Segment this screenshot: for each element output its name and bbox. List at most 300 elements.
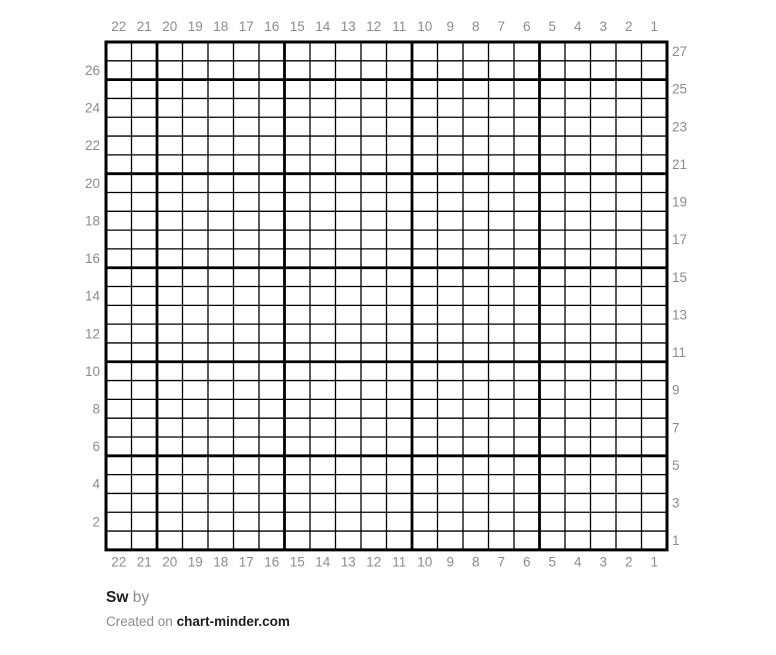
grid-cell[interactable] bbox=[591, 211, 617, 230]
grid-cell[interactable] bbox=[259, 493, 285, 512]
grid-cell[interactable] bbox=[234, 399, 260, 418]
grid-cell[interactable] bbox=[565, 192, 591, 211]
grid-cell[interactable] bbox=[489, 456, 515, 475]
grid-cell[interactable] bbox=[157, 230, 183, 249]
grid-cell[interactable] bbox=[463, 42, 489, 61]
grid-cell[interactable] bbox=[259, 268, 285, 287]
grid-cell[interactable] bbox=[463, 98, 489, 117]
grid-cell[interactable] bbox=[616, 531, 642, 550]
grid-cell[interactable] bbox=[642, 192, 668, 211]
grid-cell[interactable] bbox=[259, 287, 285, 306]
grid-cell[interactable] bbox=[387, 531, 413, 550]
grid-cell[interactable] bbox=[234, 343, 260, 362]
grid-cell[interactable] bbox=[438, 287, 464, 306]
grid-cell[interactable] bbox=[412, 512, 438, 531]
grid-cell[interactable] bbox=[489, 174, 515, 193]
grid-cell[interactable] bbox=[642, 155, 668, 174]
grid-cell[interactable] bbox=[310, 531, 336, 550]
grid-cell[interactable] bbox=[591, 136, 617, 155]
grid-cell[interactable] bbox=[463, 362, 489, 381]
grid-cell[interactable] bbox=[208, 249, 234, 268]
grid-cell[interactable] bbox=[234, 98, 260, 117]
grid-cell[interactable] bbox=[336, 493, 362, 512]
grid-cell[interactable] bbox=[157, 456, 183, 475]
grid-cell[interactable] bbox=[106, 437, 132, 456]
grid-cell[interactable] bbox=[412, 343, 438, 362]
grid-cell[interactable] bbox=[591, 268, 617, 287]
grid-cell[interactable] bbox=[438, 456, 464, 475]
grid-cell[interactable] bbox=[565, 230, 591, 249]
grid-cell[interactable] bbox=[438, 343, 464, 362]
grid-cell[interactable] bbox=[183, 192, 209, 211]
grid-cell[interactable] bbox=[132, 399, 158, 418]
grid-cell[interactable] bbox=[540, 343, 566, 362]
grid-cell[interactable] bbox=[489, 117, 515, 136]
grid-cell[interactable] bbox=[591, 98, 617, 117]
grid-cell[interactable] bbox=[157, 174, 183, 193]
grid-cell[interactable] bbox=[514, 493, 540, 512]
grid-cell[interactable] bbox=[310, 437, 336, 456]
grid-cell[interactable] bbox=[336, 117, 362, 136]
grid-cell[interactable] bbox=[642, 362, 668, 381]
grid-cell[interactable] bbox=[616, 287, 642, 306]
grid-cell[interactable] bbox=[616, 136, 642, 155]
grid-cell[interactable] bbox=[412, 136, 438, 155]
grid-cell[interactable] bbox=[591, 61, 617, 80]
grid-cell[interactable] bbox=[132, 61, 158, 80]
grid-cell[interactable] bbox=[540, 211, 566, 230]
grid-cell[interactable] bbox=[106, 117, 132, 136]
grid-cell[interactable] bbox=[565, 98, 591, 117]
grid-cell[interactable] bbox=[642, 80, 668, 99]
grid-cell[interactable] bbox=[336, 475, 362, 494]
grid-cell[interactable] bbox=[361, 381, 387, 400]
grid-cell[interactable] bbox=[616, 230, 642, 249]
grid-cell[interactable] bbox=[336, 80, 362, 99]
grid-cell[interactable] bbox=[514, 155, 540, 174]
grid-cell[interactable] bbox=[387, 381, 413, 400]
grid-cell[interactable] bbox=[361, 155, 387, 174]
grid-cell[interactable] bbox=[285, 80, 311, 99]
grid-cell[interactable] bbox=[642, 381, 668, 400]
grid-cell[interactable] bbox=[540, 399, 566, 418]
grid-cell[interactable] bbox=[208, 268, 234, 287]
grid-cell[interactable] bbox=[208, 475, 234, 494]
grid-cell[interactable] bbox=[642, 399, 668, 418]
grid-cell[interactable] bbox=[489, 343, 515, 362]
grid-cell[interactable] bbox=[514, 98, 540, 117]
grid-cell[interactable] bbox=[132, 192, 158, 211]
grid-cell[interactable] bbox=[514, 117, 540, 136]
grid-cell[interactable] bbox=[285, 136, 311, 155]
grid-cell[interactable] bbox=[234, 192, 260, 211]
grid-cell[interactable] bbox=[540, 324, 566, 343]
grid-cell[interactable] bbox=[438, 493, 464, 512]
grid-cell[interactable] bbox=[361, 305, 387, 324]
grid-cell[interactable] bbox=[336, 287, 362, 306]
grid-cell[interactable] bbox=[234, 512, 260, 531]
grid-cell[interactable] bbox=[285, 268, 311, 287]
grid-cell[interactable] bbox=[208, 437, 234, 456]
grid-cell[interactable] bbox=[540, 531, 566, 550]
grid-cell[interactable] bbox=[565, 61, 591, 80]
grid-cell[interactable] bbox=[157, 343, 183, 362]
grid-cell[interactable] bbox=[591, 343, 617, 362]
grid-cell[interactable] bbox=[234, 155, 260, 174]
grid-cell[interactable] bbox=[234, 362, 260, 381]
grid-cell[interactable] bbox=[387, 343, 413, 362]
grid-cell[interactable] bbox=[463, 305, 489, 324]
grid-cell[interactable] bbox=[285, 531, 311, 550]
grid-cell[interactable] bbox=[132, 98, 158, 117]
grid-cell[interactable] bbox=[412, 174, 438, 193]
grid-cell[interactable] bbox=[514, 211, 540, 230]
grid-cell[interactable] bbox=[106, 174, 132, 193]
grid-cell[interactable] bbox=[208, 230, 234, 249]
grid-cell[interactable] bbox=[208, 287, 234, 306]
grid-cell[interactable] bbox=[132, 475, 158, 494]
grid-cell[interactable] bbox=[361, 61, 387, 80]
grid-cell[interactable] bbox=[565, 475, 591, 494]
grid-cell[interactable] bbox=[157, 192, 183, 211]
grid-cell[interactable] bbox=[285, 192, 311, 211]
grid-cell[interactable] bbox=[285, 381, 311, 400]
grid-cell[interactable] bbox=[387, 287, 413, 306]
grid-cell[interactable] bbox=[412, 80, 438, 99]
grid-cell[interactable] bbox=[514, 249, 540, 268]
grid-cell[interactable] bbox=[132, 381, 158, 400]
grid-cell[interactable] bbox=[259, 531, 285, 550]
grid-cell[interactable] bbox=[157, 512, 183, 531]
grid-cell[interactable] bbox=[514, 343, 540, 362]
grid-cell[interactable] bbox=[591, 418, 617, 437]
grid-cell[interactable] bbox=[336, 230, 362, 249]
grid-cell[interactable] bbox=[565, 287, 591, 306]
grid-cell[interactable] bbox=[234, 80, 260, 99]
grid-cell[interactable] bbox=[259, 155, 285, 174]
grid-cell[interactable] bbox=[361, 136, 387, 155]
grid-cell[interactable] bbox=[310, 192, 336, 211]
grid-cell[interactable] bbox=[285, 493, 311, 512]
grid-cell[interactable] bbox=[336, 98, 362, 117]
grid-cell[interactable] bbox=[540, 192, 566, 211]
grid-cell[interactable] bbox=[310, 174, 336, 193]
grid-cell[interactable] bbox=[106, 287, 132, 306]
grid-cell[interactable] bbox=[259, 211, 285, 230]
grid-cell[interactable] bbox=[208, 42, 234, 61]
grid-cell[interactable] bbox=[489, 230, 515, 249]
grid-cell[interactable] bbox=[642, 531, 668, 550]
grid-cell[interactable] bbox=[183, 512, 209, 531]
grid-cell[interactable] bbox=[285, 362, 311, 381]
grid-cell[interactable] bbox=[540, 287, 566, 306]
grid-cell[interactable] bbox=[259, 418, 285, 437]
grid-cell[interactable] bbox=[591, 42, 617, 61]
grid-cell[interactable] bbox=[616, 399, 642, 418]
grid-cell[interactable] bbox=[259, 98, 285, 117]
grid-cell[interactable] bbox=[540, 512, 566, 531]
grid-cell[interactable] bbox=[285, 98, 311, 117]
grid-cell[interactable] bbox=[259, 437, 285, 456]
grid-cell[interactable] bbox=[157, 305, 183, 324]
grid-cell[interactable] bbox=[642, 117, 668, 136]
grid-cell[interactable] bbox=[310, 61, 336, 80]
grid-cell[interactable] bbox=[387, 61, 413, 80]
grid-cell[interactable] bbox=[183, 362, 209, 381]
grid-cell[interactable] bbox=[642, 437, 668, 456]
grid-cell[interactable] bbox=[438, 42, 464, 61]
grid-cell[interactable] bbox=[259, 42, 285, 61]
grid-cell[interactable] bbox=[489, 136, 515, 155]
grid-cell[interactable] bbox=[259, 456, 285, 475]
grid-cell[interactable] bbox=[616, 174, 642, 193]
grid-cell[interactable] bbox=[183, 287, 209, 306]
grid-cell[interactable] bbox=[412, 399, 438, 418]
grid-cell[interactable] bbox=[132, 456, 158, 475]
grid-cell[interactable] bbox=[208, 211, 234, 230]
grid-cell[interactable] bbox=[514, 42, 540, 61]
grid-cell[interactable] bbox=[514, 230, 540, 249]
grid-cell[interactable] bbox=[387, 80, 413, 99]
grid-cell[interactable] bbox=[259, 249, 285, 268]
grid-cell[interactable] bbox=[642, 98, 668, 117]
grid-cell[interactable] bbox=[387, 155, 413, 174]
grid-cell[interactable] bbox=[565, 268, 591, 287]
grid-cell[interactable] bbox=[540, 174, 566, 193]
grid-cell[interactable] bbox=[489, 192, 515, 211]
grid-cell[interactable] bbox=[591, 475, 617, 494]
grid-cell[interactable] bbox=[106, 324, 132, 343]
grid-cell[interactable] bbox=[285, 324, 311, 343]
grid-cell[interactable] bbox=[106, 155, 132, 174]
grid-cell[interactable] bbox=[157, 418, 183, 437]
grid-cell[interactable] bbox=[412, 61, 438, 80]
grid-cell[interactable] bbox=[361, 493, 387, 512]
grid-cell[interactable] bbox=[234, 249, 260, 268]
grid-cell[interactable] bbox=[106, 192, 132, 211]
grid-cell[interactable] bbox=[106, 211, 132, 230]
grid-cell[interactable] bbox=[540, 305, 566, 324]
grid-cell[interactable] bbox=[132, 174, 158, 193]
grid-cell[interactable] bbox=[438, 174, 464, 193]
grid-cell[interactable] bbox=[234, 493, 260, 512]
grid-cell[interactable] bbox=[591, 381, 617, 400]
grid-cell[interactable] bbox=[132, 268, 158, 287]
grid-cell[interactable] bbox=[642, 174, 668, 193]
grid-cell[interactable] bbox=[412, 305, 438, 324]
grid-cell[interactable] bbox=[565, 174, 591, 193]
grid-cell[interactable] bbox=[208, 399, 234, 418]
grid-cell[interactable] bbox=[565, 512, 591, 531]
grid-cell[interactable] bbox=[387, 324, 413, 343]
grid-cell[interactable] bbox=[387, 230, 413, 249]
grid-cell[interactable] bbox=[106, 493, 132, 512]
grid-cell[interactable] bbox=[387, 211, 413, 230]
grid-cell[interactable] bbox=[616, 343, 642, 362]
grid-cell[interactable] bbox=[310, 80, 336, 99]
grid-cell[interactable] bbox=[285, 230, 311, 249]
grid-cell[interactable] bbox=[642, 61, 668, 80]
grid-cell[interactable] bbox=[132, 136, 158, 155]
grid-cell[interactable] bbox=[183, 80, 209, 99]
grid-cell[interactable] bbox=[336, 61, 362, 80]
grid-cell[interactable] bbox=[183, 381, 209, 400]
grid-cell[interactable] bbox=[208, 61, 234, 80]
grid-cell[interactable] bbox=[514, 192, 540, 211]
grid-cell[interactable] bbox=[208, 117, 234, 136]
grid-cell[interactable] bbox=[642, 475, 668, 494]
grid-cell[interactable] bbox=[616, 418, 642, 437]
grid-cell[interactable] bbox=[489, 512, 515, 531]
grid-cell[interactable] bbox=[183, 230, 209, 249]
grid-cell[interactable] bbox=[259, 174, 285, 193]
grid-cell[interactable] bbox=[310, 268, 336, 287]
grid-cell[interactable] bbox=[514, 324, 540, 343]
grid-cell[interactable] bbox=[616, 324, 642, 343]
grid-cell[interactable] bbox=[489, 418, 515, 437]
grid-cell[interactable] bbox=[616, 456, 642, 475]
grid-cell[interactable] bbox=[463, 117, 489, 136]
grid-cell[interactable] bbox=[183, 249, 209, 268]
grid-cell[interactable] bbox=[514, 61, 540, 80]
grid-cell[interactable] bbox=[591, 437, 617, 456]
grid-cell[interactable] bbox=[106, 230, 132, 249]
grid-cell[interactable] bbox=[387, 399, 413, 418]
grid-cell[interactable] bbox=[463, 399, 489, 418]
grid-cell[interactable] bbox=[336, 324, 362, 343]
grid-cell[interactable] bbox=[438, 249, 464, 268]
grid-cell[interactable] bbox=[361, 249, 387, 268]
grid-cell[interactable] bbox=[336, 174, 362, 193]
grid-cell[interactable] bbox=[310, 117, 336, 136]
grid-cell[interactable] bbox=[540, 362, 566, 381]
grid-cell[interactable] bbox=[463, 324, 489, 343]
grid-cell[interactable] bbox=[387, 192, 413, 211]
grid-cell[interactable] bbox=[387, 174, 413, 193]
grid-cell[interactable] bbox=[412, 230, 438, 249]
grid-cell[interactable] bbox=[132, 531, 158, 550]
grid-cell[interactable] bbox=[565, 249, 591, 268]
grid-cell[interactable] bbox=[642, 42, 668, 61]
grid-cell[interactable] bbox=[565, 42, 591, 61]
grid-cell[interactable] bbox=[259, 343, 285, 362]
grid-cell[interactable] bbox=[565, 418, 591, 437]
grid-cell[interactable] bbox=[463, 493, 489, 512]
grid-cell[interactable] bbox=[234, 117, 260, 136]
grid-cell[interactable] bbox=[514, 418, 540, 437]
grid-cell[interactable] bbox=[514, 362, 540, 381]
grid-cell[interactable] bbox=[106, 249, 132, 268]
grid-cell[interactable] bbox=[642, 211, 668, 230]
grid-cell[interactable] bbox=[412, 249, 438, 268]
grid-cell[interactable] bbox=[157, 399, 183, 418]
grid-cell[interactable] bbox=[361, 456, 387, 475]
grid-cell[interactable] bbox=[132, 287, 158, 306]
grid-cell[interactable] bbox=[132, 362, 158, 381]
grid-cell[interactable] bbox=[259, 80, 285, 99]
grid-cell[interactable] bbox=[157, 42, 183, 61]
grid-cell[interactable] bbox=[234, 230, 260, 249]
grid-cell[interactable] bbox=[259, 136, 285, 155]
grid-cell[interactable] bbox=[183, 343, 209, 362]
grid-cell[interactable] bbox=[183, 475, 209, 494]
grid-cell[interactable] bbox=[157, 268, 183, 287]
grid-cell[interactable] bbox=[106, 512, 132, 531]
grid-cell[interactable] bbox=[514, 287, 540, 306]
grid-cell[interactable] bbox=[412, 456, 438, 475]
grid-cell[interactable] bbox=[336, 305, 362, 324]
grid-cell[interactable] bbox=[489, 362, 515, 381]
grid-cell[interactable] bbox=[208, 512, 234, 531]
grid-cell[interactable] bbox=[361, 230, 387, 249]
grid-cell[interactable] bbox=[157, 437, 183, 456]
grid-cell[interactable] bbox=[540, 117, 566, 136]
grid-cell[interactable] bbox=[336, 42, 362, 61]
grid-cell[interactable] bbox=[591, 80, 617, 99]
grid-cell[interactable] bbox=[642, 512, 668, 531]
grid-cell[interactable] bbox=[106, 98, 132, 117]
grid-cell[interactable] bbox=[387, 268, 413, 287]
grid-cell[interactable] bbox=[285, 287, 311, 306]
grid-cell[interactable] bbox=[387, 437, 413, 456]
grid-cell[interactable] bbox=[132, 155, 158, 174]
grid-cell[interactable] bbox=[259, 230, 285, 249]
grid-cell[interactable] bbox=[540, 381, 566, 400]
grid-cell[interactable] bbox=[132, 230, 158, 249]
grid-cell[interactable] bbox=[183, 268, 209, 287]
grid-cell[interactable] bbox=[208, 305, 234, 324]
grid-cell[interactable] bbox=[157, 211, 183, 230]
grid-cell[interactable] bbox=[106, 531, 132, 550]
grid-cell[interactable] bbox=[387, 305, 413, 324]
grid-cell[interactable] bbox=[438, 381, 464, 400]
grid-cell[interactable] bbox=[285, 174, 311, 193]
grid-cell[interactable] bbox=[106, 80, 132, 99]
grid-cell[interactable] bbox=[183, 136, 209, 155]
grid-cell[interactable] bbox=[259, 305, 285, 324]
grid-cell[interactable] bbox=[540, 136, 566, 155]
grid-cell[interactable] bbox=[616, 42, 642, 61]
grid-cell[interactable] bbox=[463, 211, 489, 230]
grid-cell[interactable] bbox=[336, 192, 362, 211]
grid-cell[interactable] bbox=[565, 437, 591, 456]
grid-cell[interactable] bbox=[514, 305, 540, 324]
grid-cell[interactable] bbox=[285, 249, 311, 268]
grid-cell[interactable] bbox=[642, 249, 668, 268]
grid-cell[interactable] bbox=[540, 268, 566, 287]
grid-cell[interactable] bbox=[438, 324, 464, 343]
grid-cell[interactable] bbox=[591, 155, 617, 174]
grid-cell[interactable] bbox=[208, 80, 234, 99]
grid-cell[interactable] bbox=[540, 493, 566, 512]
grid-cell[interactable] bbox=[234, 418, 260, 437]
grid-cell[interactable] bbox=[438, 437, 464, 456]
grid-cell[interactable] bbox=[438, 268, 464, 287]
grid-cell[interactable] bbox=[565, 362, 591, 381]
grid-cell[interactable] bbox=[489, 249, 515, 268]
grid-cell[interactable] bbox=[285, 456, 311, 475]
grid-cell[interactable] bbox=[234, 268, 260, 287]
grid-cell[interactable] bbox=[157, 493, 183, 512]
grid-cell[interactable] bbox=[132, 117, 158, 136]
grid-cell[interactable] bbox=[106, 475, 132, 494]
grid-cell[interactable] bbox=[310, 512, 336, 531]
grid-cell[interactable] bbox=[514, 456, 540, 475]
grid-cell[interactable] bbox=[565, 493, 591, 512]
grid-cell[interactable] bbox=[285, 512, 311, 531]
grid-cell[interactable] bbox=[565, 80, 591, 99]
grid-cell[interactable] bbox=[336, 136, 362, 155]
